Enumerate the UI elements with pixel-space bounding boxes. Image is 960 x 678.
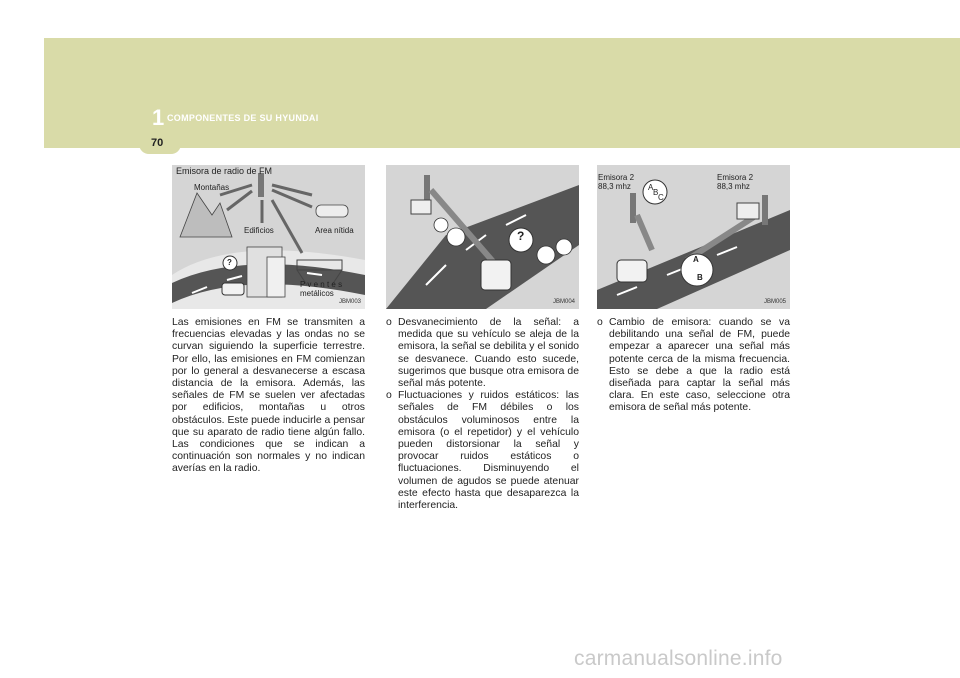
bullet-static [386, 390, 579, 512]
column-middle [386, 317, 579, 512]
abc-label-c: C [658, 193, 664, 202]
intro-paragraph: Las emisiones en FM se transmiten a frecuencias elevadas y las ondas no se curvan siguiendo la superficie terrestre. Por ello, las emisiones en FM comienzan por lo general a desvanecerse a escasa distancia de la emisora. Además, las señales de FM se suelen ver afectadas por edificios, montañas u otros obstáculos. Este puede inducirle a pensar que su aparato de radio tiene algún fallo. Las condiciones que se indican a continuación son normales y no indican averías en la radio. [172, 317, 365, 475]
abc-label-b: B [653, 188, 659, 197]
watermark: carmanualsonline.info [574, 647, 783, 670]
figure-code: JBM005 [763, 299, 786, 305]
car-label-a: A [693, 255, 699, 264]
figure-code: JBM004 [552, 299, 575, 305]
column-right [597, 317, 790, 415]
signal-fading-illustration [386, 165, 579, 309]
column-left [172, 317, 365, 476]
chapter-title: COMPONENTES DE SU HYUNDAI [167, 113, 319, 123]
bullet-mark: o [386, 390, 392, 402]
question-mark: ? [517, 229, 525, 243]
station-label: Emisora de radio de FM [176, 166, 273, 176]
clear-area-label: Area nítida [315, 226, 354, 235]
bullet-mark: o [386, 317, 392, 328]
bullet-mark: o [597, 317, 603, 328]
bullet-fading [386, 317, 579, 390]
page-number: 70 [151, 137, 164, 149]
figure-signal-fading [386, 165, 579, 309]
car-label-b: B [697, 273, 703, 282]
buildings-label: Edificios [244, 226, 274, 235]
abc-label-a: A [648, 183, 654, 192]
bullet-text: Fluctuaciones y ruidos estáticos: las señales de FM débiles o los obstáculos voluminosos entre la emisora (o el repetidor) y el vehículo pueden distorsionar la señal y provocar ruidos estáticos o fluctuaciones. Disminuyendo el volumen de agudos se puede atenuar este efecto hasta que desaparezca la interferencia. [398, 390, 579, 512]
figure-fm-propagation [172, 165, 365, 309]
bullet-text: Cambio de emisora: cuando se va debilitando una señal de FM, puede empezar a aparecer una señal más potente cerca de la misma frecuencia. Esto se debe a que la radio está diseñada para captar la señal más clara. En este caso, seleccione otra emisora de señal más potente. [609, 317, 790, 414]
bridges-label: P v e n t e s metálicos [300, 280, 343, 298]
bullet-station-change [597, 317, 790, 415]
figure-code: JBM003 [338, 299, 361, 305]
mountains-label: Montañas [194, 183, 230, 192]
chapter-number: 1 [152, 105, 165, 130]
header-band [44, 38, 960, 148]
bullet-text: Desvanecimiento de la señal: a medida que su vehículo se aleja de la emisora, la señal se debilita y el sonido se desvanece. Cuando esto sucede, sugerimos que busque otra emisora de señal más potente. [398, 317, 579, 390]
station-left-label: Emisora 2 88,3 mhz [598, 173, 635, 191]
figure-station-change [597, 165, 790, 309]
station-right-label: Emisora 2 88,3 mhz [717, 173, 754, 191]
question-mark: ? [227, 258, 232, 267]
